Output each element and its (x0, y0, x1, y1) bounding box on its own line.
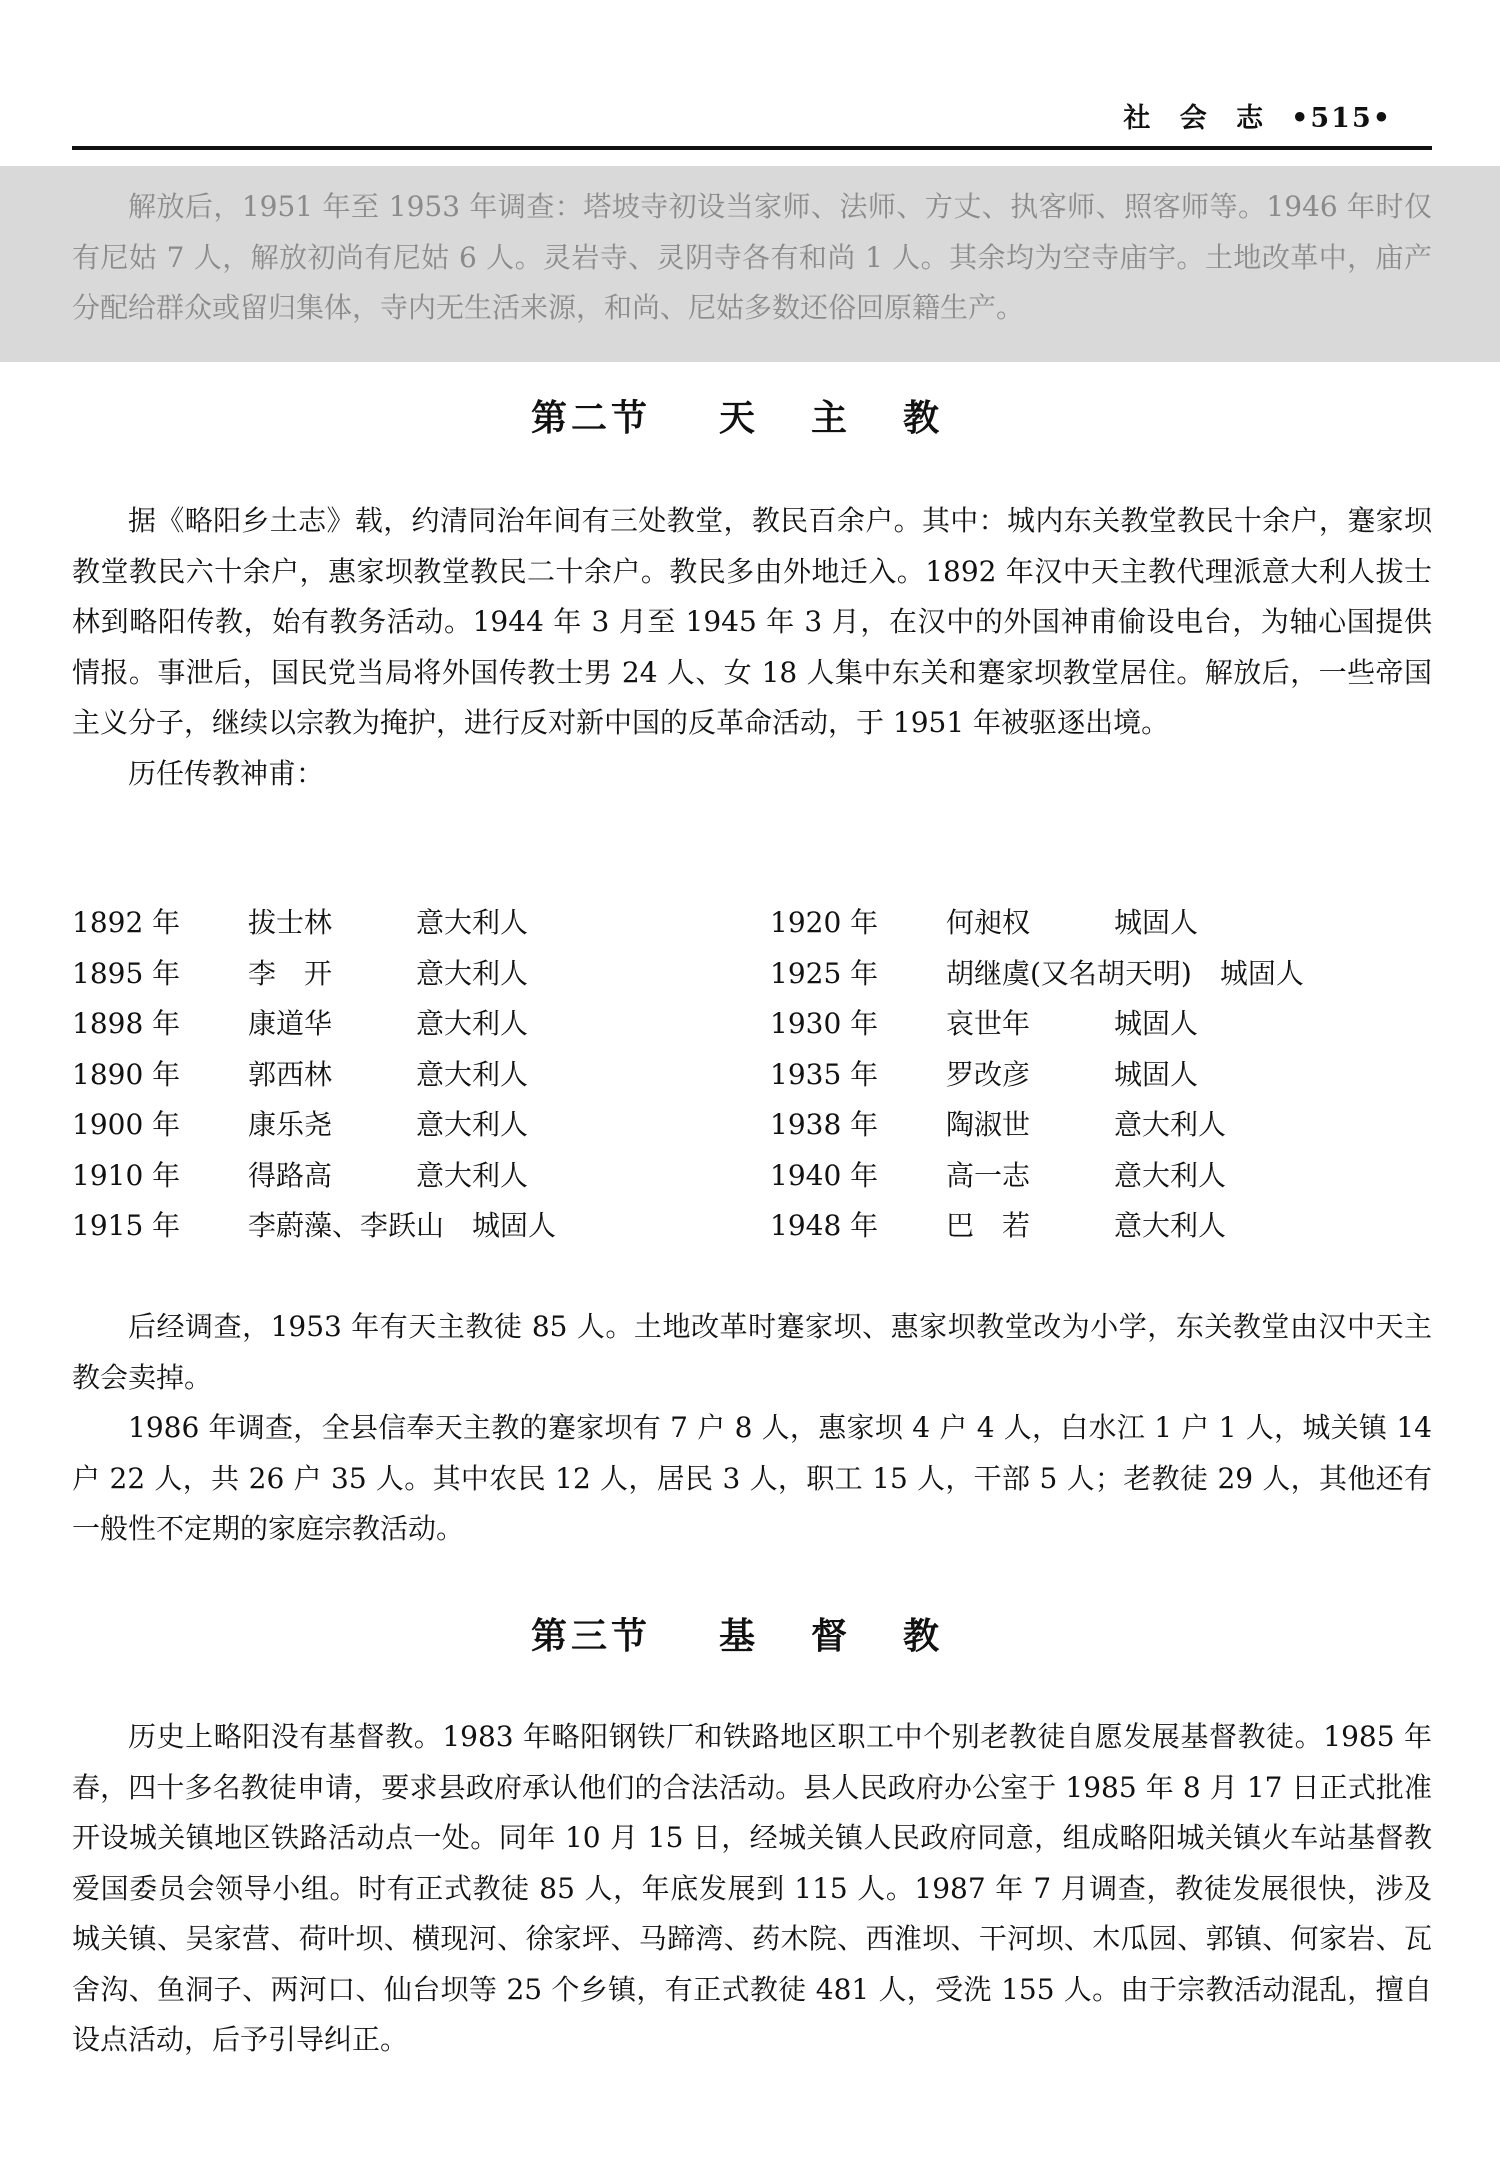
roster-year: 1910 年 (72, 1158, 181, 1192)
roster-name: 郭西林 (248, 1057, 333, 1091)
roster-intro: 历任传教神甫： (128, 756, 325, 790)
roster-year: 1892 年 (72, 906, 181, 939)
roster-name: 得路高 (248, 1158, 333, 1192)
roster-year: 1920 年 (770, 906, 879, 939)
roster-year: 1900 年 (72, 1108, 181, 1141)
roster-name: 巴 若 (946, 1209, 1031, 1242)
paragraph: 1986 年调查，全县信奉天主教的蹇家坝有 7 户 8 人，惠家坝 4 户 4 人，白水江 1 户 1 人，城关镇 14 户 22 人，共 26 户 35 人。其中农民 12 人，居民 3 人，职工 15 人，干部 5 人；老教徒 29 人，其他还有一般性不定期的家庭宗教活动。 (72, 1411, 1432, 1545)
roster-row (770, 999, 1450, 1050)
paragraph: 据《略阳乡土志》载，约清同治年间有三处教堂，教民百余户。其中：城内东关教堂教民十余户，蹇家坝教堂教民六十余户，惠家坝教堂教民二十余户。教民多由外地迁入。1892 年汉中天主教代理派意大利人拔士林到略阳传教，始有教务活动。1944 年 3 月至 1945 年 3 月，在汉中的外国神甫偷设电台，为轴心国提供情报。事泄后，国民党当局将外国传教士男 24 人、女 18 人集中东关和蹇家坝教堂居住。解放后，一些帝国主义分子，继续以宗教为掩护，进行反对新中国的反革命活动，于 1951 年被驱逐出境。 (72, 504, 1432, 739)
section-label: 社 会 志 (1123, 103, 1274, 134)
roster-year: 1935 年 (770, 1057, 879, 1091)
roster-origin: 城固人 (1114, 1057, 1199, 1091)
roster-origin: 意大利人 (416, 1158, 529, 1192)
roster-row (72, 1151, 752, 1202)
roster-origin: 意大利人 (416, 956, 529, 990)
roster-name: 何昶权 (946, 906, 1031, 939)
roster-name: 康道华 (248, 1007, 333, 1040)
roster-year: 1930 年 (770, 1007, 879, 1040)
roster-row (770, 949, 1450, 1000)
roster-row (770, 1100, 1450, 1151)
roster-year: 1948 年 (770, 1209, 879, 1242)
section-number: 第三节 (530, 1615, 651, 1657)
roster-row (72, 1100, 752, 1151)
roster-origin: 城固人 (1114, 1007, 1199, 1040)
roster-origin: 意大利人 (416, 1057, 529, 1091)
roster-row (770, 1050, 1450, 1101)
section-heading-catholicism (0, 390, 1500, 441)
roster-row (72, 999, 752, 1050)
roster-column-left (72, 898, 752, 1252)
roster-year: 1898 年 (72, 1007, 181, 1040)
roster-row (72, 1050, 752, 1101)
roster-name: 哀世年 (946, 1007, 1031, 1040)
running-head (1123, 96, 1392, 135)
roster-origin: 城固人 (472, 1209, 557, 1242)
page-number: •515• (1291, 103, 1392, 134)
roster-row (72, 1201, 752, 1252)
roster-year: 1925 年 (770, 956, 879, 990)
roster-origin: 意大利人 (1114, 1158, 1227, 1192)
paragraph: 后经调查，1953 年有天主教徒 85 人。土地改革时蹇家坝、惠家坝教堂改为小学，东关教堂由汉中天主教会卖掉。 (72, 1310, 1432, 1394)
shaded-carryover-block (0, 166, 1500, 362)
roster-name: 高一志 (946, 1158, 1031, 1192)
roster-origin: 意大利人 (1114, 1108, 1227, 1141)
heading-char: 教 (903, 397, 944, 439)
paragraph: 历史上略阳没有基督教。1983 年略阳钢铁厂和铁路地区职工中个别老教徒自愿发展基督教徒。1985 年春，四十多名教徒申请，要求县政府承认他们的合法活动。县人民政府办公室于 1985 年 8 月 17 日正式批准开设城关镇地区铁路活动点一处。同年 10 月 15 日，经城关镇人民政府同意，组成略阳城关镇火车站基督教爱国委员会领导小组。时有正式教徒 85 人，年底发展到 115 人。1987 年 7 月调查，教徒发展很快，涉及城关镇、吴家营、荷叶坝、横现河、徐家坪、马蹄湾、药木院、西淮坝、干河坝、木瓜园、郭镇、何家岩、瓦舍沟、鱼洞子、两河口、仙台坝等 25 个乡镇，有正式教徒 481 人，受洗 155 人。由于宗教活动混乱，擅自设点活动，后予引导纠正。 (72, 1720, 1432, 2056)
roster-name: 陶淑世 (946, 1108, 1031, 1141)
section-number: 第二节 (530, 397, 651, 439)
roster-year: 1915 年 (72, 1209, 181, 1242)
roster-row (72, 898, 752, 949)
header-rule (72, 146, 1432, 150)
heading-char: 教 (903, 1615, 944, 1657)
catholicism-survey (72, 1302, 1432, 1555)
roster-origin: 城固人 (1114, 906, 1199, 939)
roster-row (72, 949, 752, 1000)
heading-char: 天 (718, 397, 759, 439)
christianity-body (72, 1712, 1432, 2066)
roster-origin: 意大利人 (416, 906, 529, 939)
roster-year: 1890 年 (72, 1057, 181, 1091)
heading-char: 主 (811, 397, 852, 439)
roster-name: 李蔚藻、李跃山 (248, 1209, 445, 1242)
carryover-paragraph: 解放后，1951 年至 1953 年调查：塔坡寺初设当家师、法师、方丈、执客师、照客师等。1946 年时仅有尼姑 7 人，解放初尚有尼姑 6 人。灵岩寺、灵阴寺各有和尚 1 人。其余均为空寺庙宇。土地改革中，庙产分配给群众或留归集体，寺内无生活来源，和尚、尼姑多数还俗回原籍生产。 (72, 190, 1432, 324)
roster-year: 1940 年 (770, 1158, 879, 1192)
roster-name: 胡继虞(又名胡天明) (946, 956, 1192, 990)
roster-row (770, 1151, 1450, 1202)
roster-name: 拔士林 (248, 906, 333, 939)
roster-origin: 意大利人 (416, 1007, 529, 1040)
roster-origin: 城固人 (1219, 956, 1304, 990)
heading-char: 基 (718, 1615, 759, 1657)
roster-row (770, 898, 1450, 949)
roster-origin: 意大利人 (1114, 1209, 1227, 1242)
heading-char: 督 (811, 1615, 852, 1657)
roster-column-right (770, 898, 1450, 1252)
roster-year: 1895 年 (72, 956, 181, 990)
section-heading-christianity (0, 1608, 1500, 1659)
roster-year: 1938 年 (770, 1108, 879, 1141)
roster-row (770, 1201, 1450, 1252)
roster-origin: 意大利人 (416, 1108, 529, 1141)
roster-name: 罗改彦 (946, 1057, 1031, 1091)
roster-name: 康乐尧 (248, 1108, 333, 1141)
roster-name: 李 开 (248, 956, 333, 990)
catholicism-intro (72, 496, 1432, 799)
